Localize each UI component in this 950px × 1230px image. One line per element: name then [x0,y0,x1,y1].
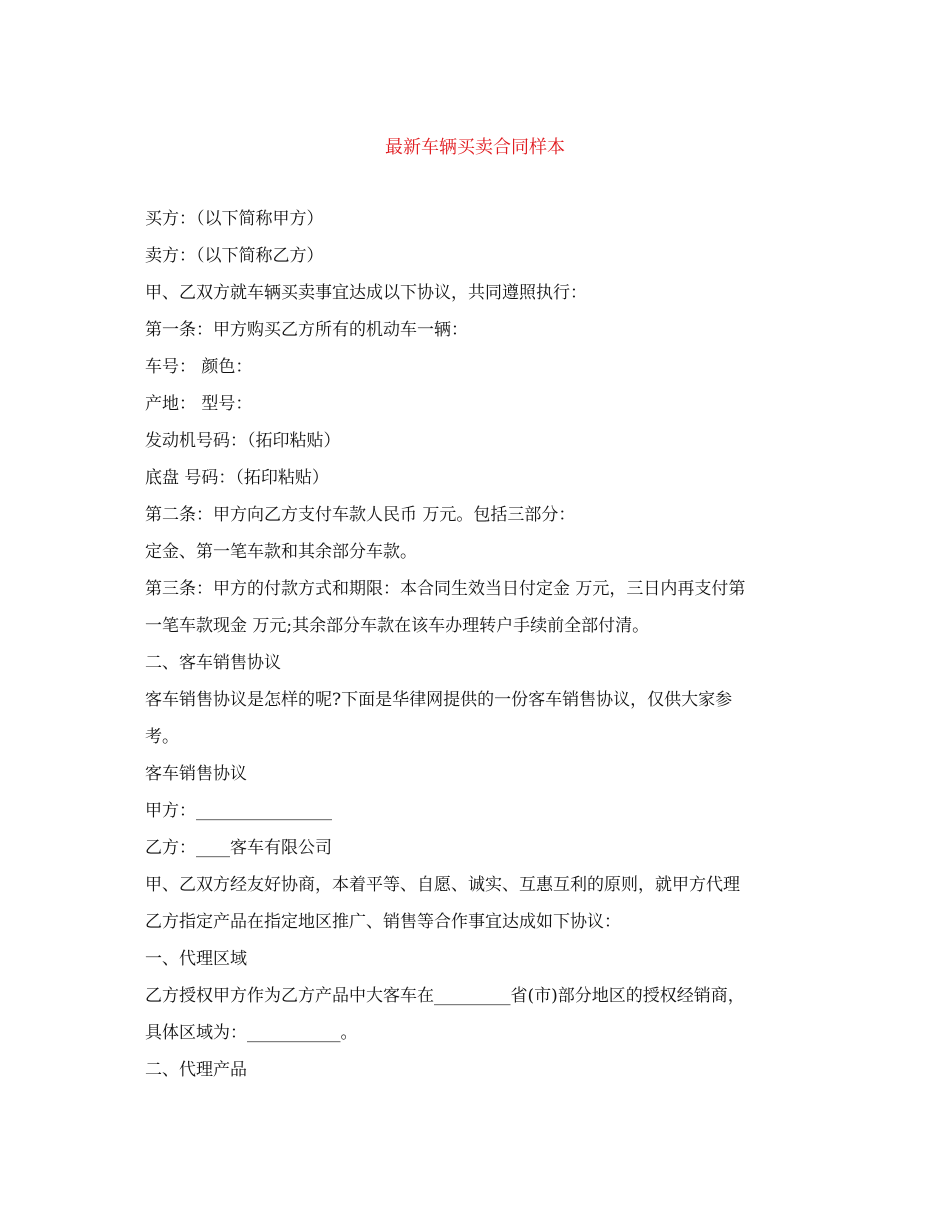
text-line: 一笔车款现金 万元;其余部分车款在该车办理转户手续前全部付清。 [145,616,650,636]
text-line: 客车销售协议是怎样的呢?下面是华律网提供的一份客车销售协议，仅供大家参 [145,690,733,710]
text-line: 甲、乙双方就车辆买卖事宜达成以下协议，共同遵照执行： [145,283,587,303]
document-body [145,201,810,1089]
text-line: 具体区域为：___________。 [145,1023,358,1043]
text-line: 乙方授权甲方作为乙方产品中大客车在_________省(市)部分地区的授权经销商， [145,986,745,1006]
text-line: 产地： 型号： [145,394,253,414]
text-line: 买方：（以下简称甲方） [145,209,324,229]
text-line: 二、代理产品 [145,1060,247,1080]
text-line: 第二条：甲方向乙方支付车款人民币 万元。包括三部分： [145,505,576,525]
text-line: 底盘 号码：（拓印粘贴） [145,468,329,488]
text-line: 二、客车销售协议 [145,653,281,673]
text-line: 一、代理区域 [145,949,247,969]
text-line: 甲方：________________ [145,801,332,821]
text-line: 甲、乙双方经友好协商，本着平等、自愿、诚实、互惠互利的原则，就甲方代理 [145,875,740,895]
document-title: 最新车辆买卖合同样本 [385,137,565,158]
text-line: 发动机号码：（拓印粘贴） [145,431,341,451]
text-line: 乙方指定产品在指定地区推广、销售等合作事宜达成如下协议： [145,912,621,932]
text-line: 定金、第一笔车款和其余部分车款。 [145,542,417,562]
text-line: 卖方：（以下简称乙方） [145,246,324,266]
text-line: 客车销售协议 [145,764,247,784]
text-line: 乙方：____客车有限公司 [145,838,332,858]
text-line: 考。 [145,727,179,747]
text-line: 第三条：甲方的付款方式和期限：本合同生效当日付定金 万元，三日内再支付第 [145,579,746,599]
text-line: 第一条：甲方购买乙方所有的机动车一辆： [145,320,468,340]
text-line: 车号： 颜色： [145,357,253,377]
